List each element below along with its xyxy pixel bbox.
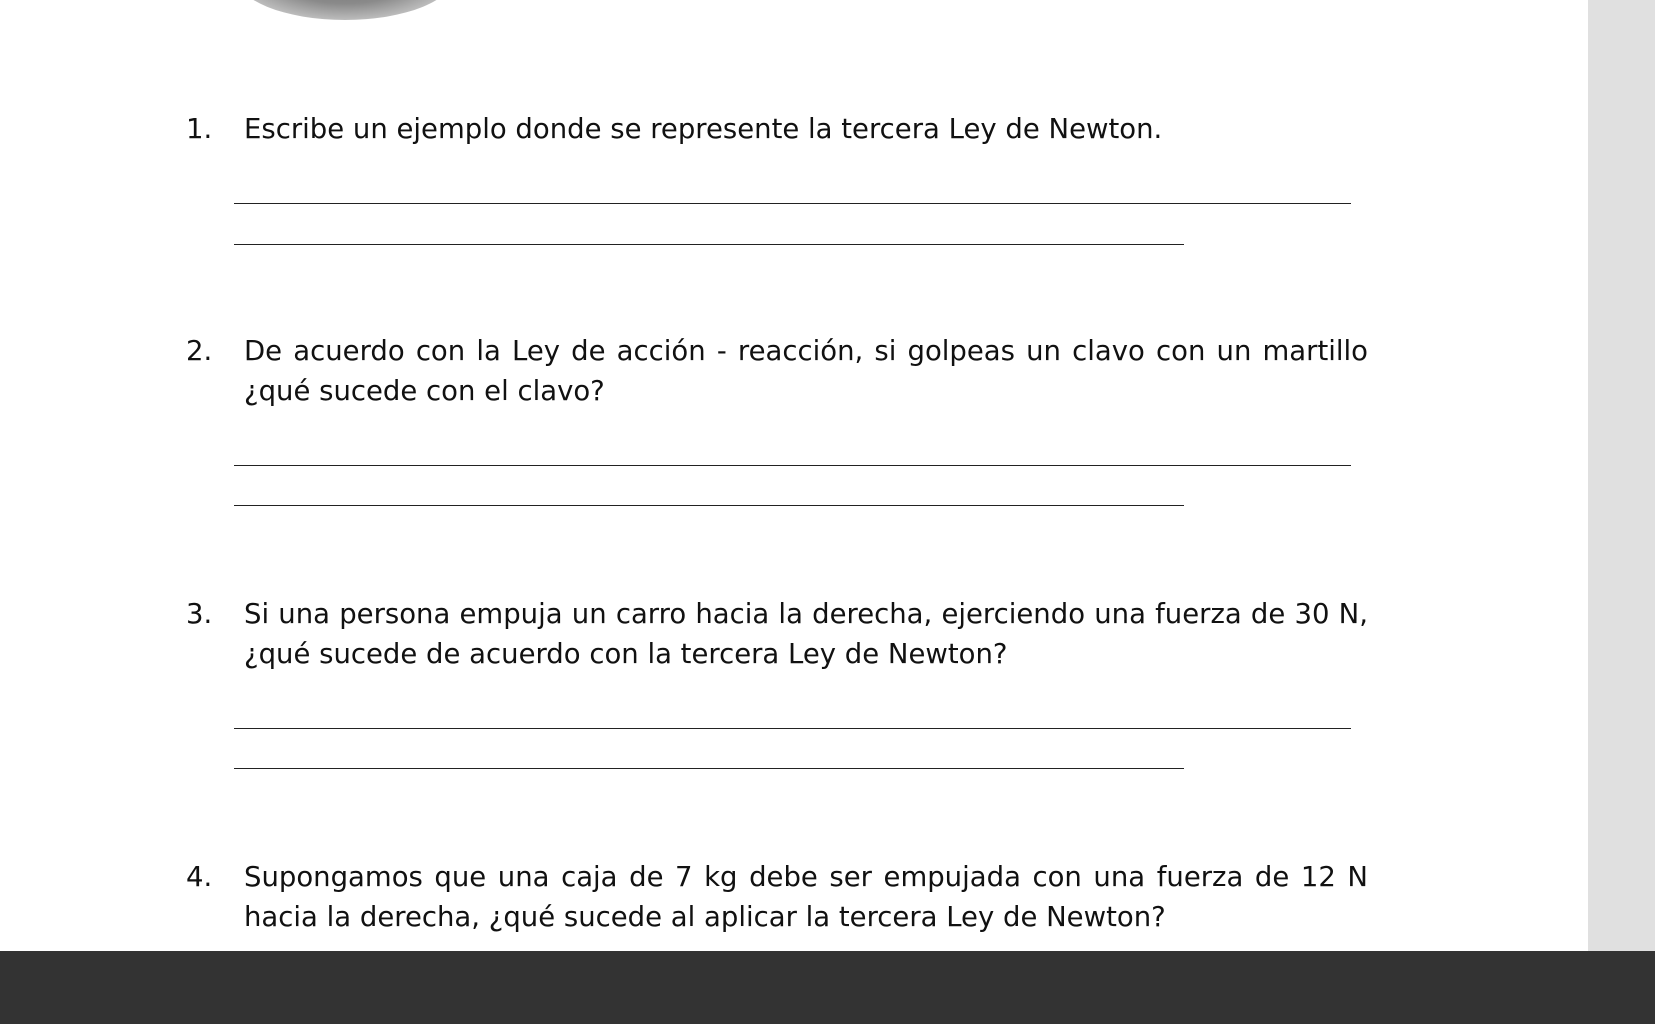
answer-line[interactable] xyxy=(234,244,1184,245)
question-text: Si una persona empuja un carro hacia la derecha, ejerciendo una fuerza de 30 N, ¿qué sucede de acuerdo con la tercera Ley de Newton? xyxy=(244,598,1368,670)
question-3 xyxy=(186,594,1366,674)
question-1 xyxy=(186,109,1366,149)
question-text: De acuerdo con la Ley de acción - reacción, si golpeas un clavo con un martillo ¿qué sucede con el clavo? xyxy=(244,335,1368,407)
question-number: 4. xyxy=(186,861,213,893)
answer-line[interactable] xyxy=(234,203,1351,204)
question-text: Escribe un ejemplo donde se represente la tercera Ley de Newton. xyxy=(244,113,1163,145)
question-4 xyxy=(186,857,1366,937)
answer-line[interactable] xyxy=(234,728,1351,729)
answer-line[interactable] xyxy=(234,465,1351,466)
question-text: Supongamos que una caja de 7 kg debe ser empujada con una fuerza de 12 N hacia la derecha, ¿qué sucede al aplicar la tercera Ley de Newton? xyxy=(244,861,1368,933)
question-number: 1. xyxy=(186,113,213,145)
question-number: 3. xyxy=(186,598,213,630)
viewer-bottom-bar xyxy=(0,951,1655,1024)
question-number: 2. xyxy=(186,335,213,367)
question-2 xyxy=(186,331,1366,411)
answer-line[interactable] xyxy=(234,505,1184,506)
scan-shadow xyxy=(235,0,455,20)
answer-line[interactable] xyxy=(234,768,1184,769)
